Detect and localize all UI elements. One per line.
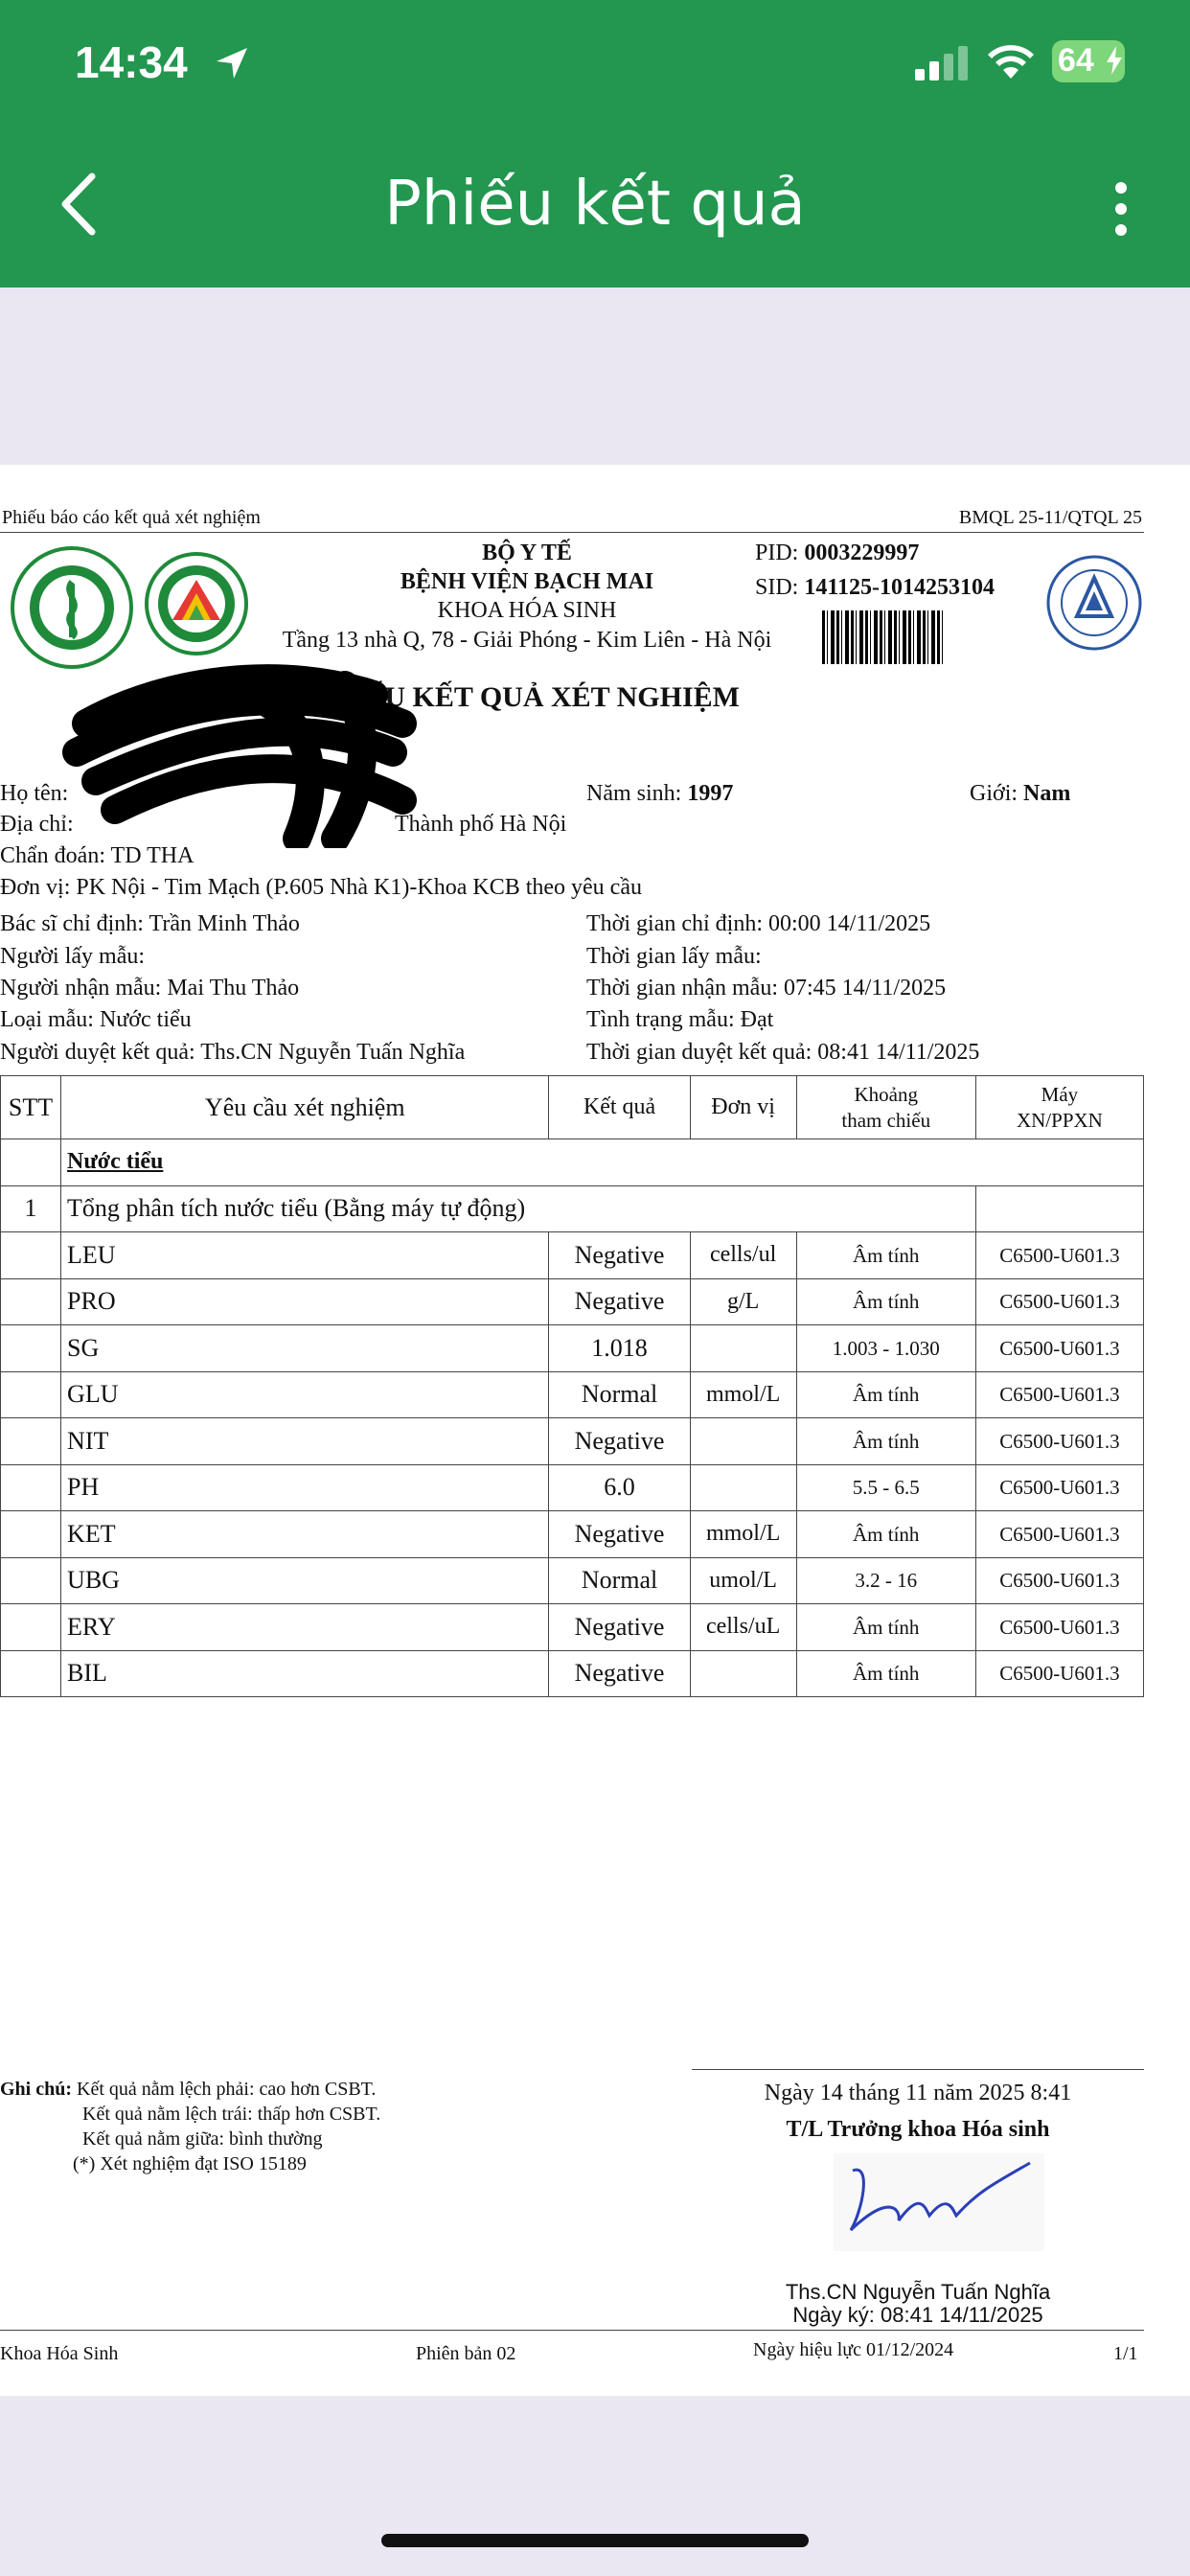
handwritten-signature [834, 2153, 1044, 2251]
test-name: PH [61, 1464, 549, 1511]
footer-effective-date: Ngày hiệu lực 01/12/2024 [753, 2339, 954, 2360]
table-row [1, 1325, 1144, 1372]
test-device: C6500-U601.3 [975, 1511, 1143, 1558]
test-unit [690, 1325, 796, 1372]
address-label: Địa chỉ: [0, 812, 74, 837]
col-device [975, 1076, 1143, 1139]
notes-line1-row [0, 2079, 376, 2101]
test-unit [690, 1418, 796, 1465]
report-title: PHIẾU KẾT QUẢ XÉT NGHIỆM [314, 681, 740, 713]
col-unit: Đơn vị [690, 1076, 796, 1139]
patient-name-label: Họ tên: [0, 781, 69, 806]
department-name: KHOA HÓA SINH [437, 598, 617, 623]
test-name: GLU [61, 1371, 549, 1418]
test-device: C6500-U601.3 [975, 1557, 1143, 1604]
charging-bolt-icon [1106, 46, 1123, 75]
row-stt [1, 1418, 61, 1465]
row-stt [1, 1371, 61, 1418]
test-name: NIT [61, 1418, 549, 1465]
test-result: 1.018 [549, 1325, 690, 1372]
test-result: 6.0 [549, 1464, 690, 1511]
test-result: Negative [549, 1650, 690, 1697]
test-unit: cells/ul [690, 1232, 796, 1279]
info-left-2: Người nhận mẫu: Mai Thu Thảo [0, 976, 300, 1000]
group-name: Nước tiểu [61, 1139, 1144, 1186]
test-unit: mmol/L [690, 1371, 796, 1418]
footer-version: Phiên bản 02 [416, 2343, 516, 2364]
page-title: Phiếu kết quả [384, 169, 806, 240]
cellular-signal-icon [915, 46, 969, 80]
ministry-name: BỘ Y TẾ [482, 540, 572, 565]
redaction-scribble [57, 656, 422, 848]
test-reference: Âm tính [796, 1511, 975, 1558]
test-result: Negative [549, 1232, 690, 1279]
accreditation-logo [1044, 553, 1144, 653]
sample-barcode [822, 610, 943, 664]
test-name: ERY [61, 1604, 549, 1651]
row-stt [1, 1650, 61, 1697]
battery-icon [1052, 40, 1125, 82]
row-stt [1, 1325, 61, 1372]
test-result: Negative [549, 1418, 690, 1465]
test-reference: 5.5 - 6.5 [796, 1464, 975, 1511]
test-reference: Âm tính [796, 1604, 975, 1651]
test-device: C6500-U601.3 [975, 1278, 1143, 1325]
col-stt: STT [1, 1076, 61, 1139]
table-row [1, 1464, 1144, 1511]
pid-label: PID: [755, 540, 799, 565]
test-device: C6500-U601.3 [975, 1418, 1143, 1465]
lab-report-document [0, 465, 1190, 2396]
test-unit: umol/L [690, 1557, 796, 1604]
test-unit: mmol/L [690, 1511, 796, 1558]
row-stt [1, 1511, 61, 1558]
test-device: C6500-U601.3 [975, 1371, 1143, 1418]
col-reference-line2: tham chiếu [841, 1108, 931, 1132]
test-result: Negative [549, 1604, 690, 1651]
pid-row [755, 540, 919, 566]
test-name: BIL [61, 1650, 549, 1697]
signed-date: Ngày ký: 08:41 14/11/2025 [792, 2303, 1043, 2327]
table-row [1, 1557, 1144, 1604]
group-row [1, 1139, 1144, 1186]
test-device: C6500-U601.3 [975, 1325, 1143, 1372]
footer-department: Khoa Hóa Sinh [0, 2343, 119, 2364]
test-result: Negative [549, 1278, 690, 1325]
form-name: Phiếu báo cáo kết quả xét nghiệm [2, 507, 261, 528]
panel-number: 1 [1, 1185, 61, 1232]
col-device-line1: Máy [1041, 1083, 1079, 1107]
table-row [1, 1650, 1144, 1697]
table-row [1, 1418, 1144, 1465]
col-result: Kết quả [549, 1076, 690, 1139]
form-code: BMQL 25-11/QTQL 25 [958, 507, 1142, 528]
test-unit [690, 1650, 796, 1697]
wifi-icon [987, 42, 1035, 80]
birth-year-row [586, 781, 733, 807]
location-arrow-icon [213, 44, 251, 82]
info-right-2: Thời gian nhận mẫu: 07:45 14/11/2025 [586, 976, 947, 1000]
test-result: Normal [549, 1371, 690, 1418]
info-left-4: Người duyệt kết quả: Ths.CN Nguyễn Tuấn Nghĩa [0, 1040, 466, 1065]
test-unit [690, 1464, 796, 1511]
hospital-address: Tầng 13 nhà Q, 78 - Giải Phóng - Kim Liên - Hà Nội [282, 628, 772, 653]
sid-value: 141125-1014253104 [804, 575, 995, 600]
panel-name: Tổng phân tích nước tiểu (Bằng máy tự động) [61, 1185, 976, 1232]
status-time: 14:34 [75, 37, 188, 87]
table-row [1, 1511, 1144, 1558]
table-row [1, 1604, 1144, 1651]
col-request: Yêu cầu xét nghiệm [61, 1076, 549, 1139]
info-left-0: Bác sĩ chỉ định: Trần Minh Thảo [0, 911, 300, 936]
home-indicator[interactable] [381, 2534, 809, 2547]
info-right-0: Thời gian chỉ định: 00:00 14/11/2025 [586, 911, 931, 936]
patient-address: Thành phố Hà Nội [395, 812, 567, 837]
info-right-3: Tình trạng mẫu: Đạt [586, 1007, 774, 1032]
pid-value: 0003229997 [804, 540, 920, 565]
notes-line3: Kết quả nằm giữa: bình thường [82, 2128, 323, 2150]
more-options-icon[interactable] [1102, 180, 1140, 238]
results-table [0, 1075, 1144, 1697]
birth-year-value: 1997 [687, 781, 734, 806]
signer-name: Ths.CN Nguyễn Tuấn Nghĩa [785, 2280, 1051, 2304]
table-row [1, 1371, 1144, 1418]
test-result: Negative [549, 1511, 690, 1558]
signature-divider [692, 2069, 1144, 2070]
test-name: PRO [61, 1278, 549, 1325]
info-right-1: Thời gian lấy mẫu: [586, 944, 762, 969]
row-stt [1, 1557, 61, 1604]
test-reference: Âm tính [796, 1418, 975, 1465]
test-reference: 1.003 - 1.030 [796, 1325, 975, 1372]
birth-year-label: Năm sinh: [586, 781, 682, 806]
info-right-4: Thời gian duyệt kết quả: 08:41 14/11/2025 [586, 1040, 980, 1065]
col-device-line2: XN/PPXN [1016, 1108, 1103, 1132]
footer-divider [0, 2330, 1144, 2331]
row-stt [1, 1464, 61, 1511]
test-reference: 3.2 - 16 [796, 1557, 975, 1604]
info-left-1: Người lấy mẫu: [0, 944, 146, 969]
notes-line4: (*) Xét nghiệm đạt ISO 15189 [73, 2153, 307, 2174]
table-row [1, 1278, 1144, 1325]
diagnosis: Chẩn đoán: TD THA [0, 843, 195, 868]
app-header [0, 0, 1190, 288]
footer-page: 1/1 [1113, 2343, 1138, 2364]
table-header-row [1, 1076, 1144, 1139]
test-name: LEU [61, 1232, 549, 1279]
signature-date: Ngày 14 tháng 11 năm 2025 8:41 [764, 2081, 1072, 2105]
row-stt [1, 1604, 61, 1651]
info-left-3: Loại mẫu: Nước tiểu [0, 1007, 192, 1032]
table-row [1, 1232, 1144, 1279]
gender-label: Giới: [970, 781, 1018, 806]
battery-level: 64 [1058, 42, 1094, 79]
test-reference: Âm tính [796, 1371, 975, 1418]
col-reference-line1: Khoảng [854, 1083, 918, 1107]
row-stt [1, 1232, 61, 1279]
panel-row [1, 1185, 1144, 1232]
header-divider [0, 532, 1144, 533]
test-result: Normal [549, 1557, 690, 1604]
ordering-unit: Đơn vị: PK Nội - Tim Mạch (P.605 Nhà K1)-Khoa KCB theo yêu cầu [0, 875, 642, 900]
test-unit: cells/uL [690, 1604, 796, 1651]
gender-value: Nam [1023, 781, 1071, 806]
sid-row [755, 575, 995, 601]
notes-line2: Kết quả nằm lệch trái: thấp hơn CSBT. [82, 2104, 381, 2125]
col-reference [796, 1076, 975, 1139]
test-device: C6500-U601.3 [975, 1604, 1143, 1651]
test-name: UBG [61, 1557, 549, 1604]
notes-label: Ghi chú: [0, 2079, 73, 2100]
test-device: C6500-U601.3 [975, 1232, 1143, 1279]
test-name: SG [61, 1325, 549, 1372]
test-device: C6500-U601.3 [975, 1650, 1143, 1697]
test-reference: Âm tính [796, 1278, 975, 1325]
row-stt [1, 1278, 61, 1325]
gender-row [970, 781, 1070, 807]
sid-label: SID: [755, 575, 799, 600]
test-name: KET [61, 1511, 549, 1558]
test-device: C6500-U601.3 [975, 1464, 1143, 1511]
test-reference: Âm tính [796, 1232, 975, 1279]
signer-role: T/L Trưởng khoa Hóa sinh [786, 2117, 1050, 2142]
test-unit: g/L [690, 1278, 796, 1325]
test-reference: Âm tính [796, 1650, 975, 1697]
notes-line1: Kết quả nằm lệch phải: cao hơn CSBT. [77, 2079, 377, 2100]
hospital-name: BỆNH VIỆN BẠCH MAI [400, 569, 654, 594]
